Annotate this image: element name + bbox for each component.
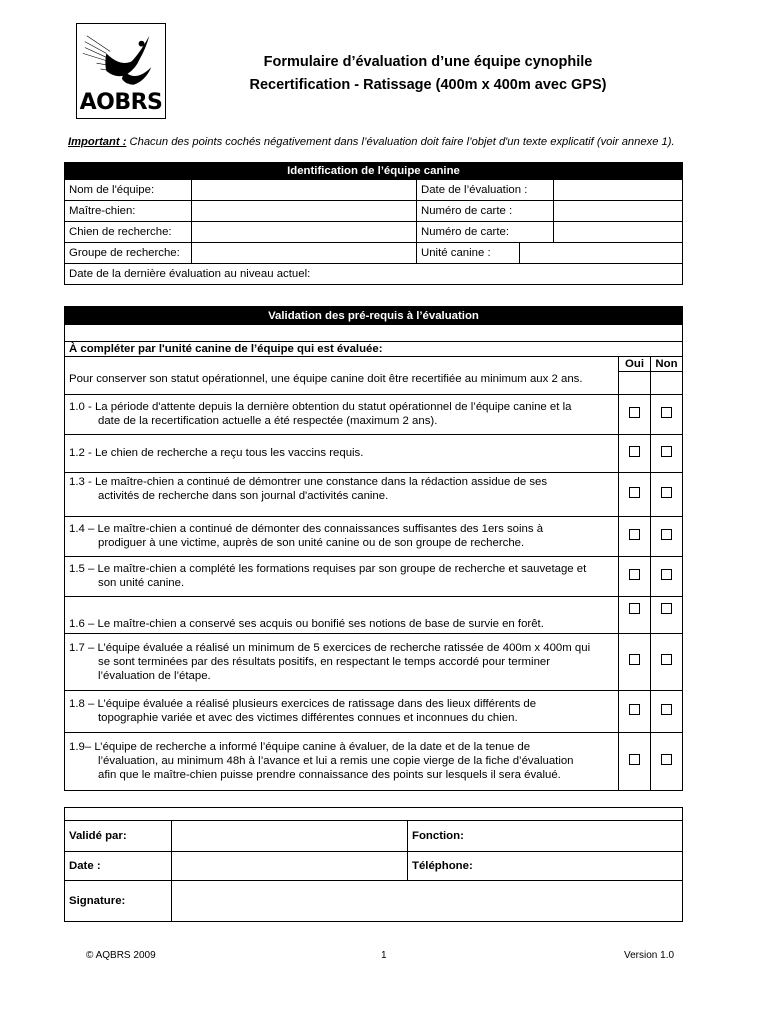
- criterion-1-4: [65, 516, 619, 556]
- identification-header: Identification de l’équipe canine: [65, 163, 683, 180]
- last-eval-label: Date de la dernière évaluation au niveau actuel:: [65, 264, 683, 285]
- checkbox-yes[interactable]: [629, 704, 640, 715]
- criterion-1-5: [65, 556, 619, 596]
- blank-row: [65, 325, 683, 342]
- criterion-1-8: [65, 690, 619, 732]
- checkbox-yes[interactable]: [629, 407, 640, 418]
- col-yes: Oui: [619, 357, 651, 372]
- checkbox-yes[interactable]: [629, 654, 640, 665]
- date-field[interactable]: [172, 852, 408, 881]
- phone-label[interactable]: Téléphone:: [408, 852, 683, 881]
- checkbox-no[interactable]: [661, 754, 672, 765]
- handler-field[interactable]: [192, 201, 417, 222]
- footer-page-number: 1: [381, 950, 387, 961]
- search-group-field[interactable]: [192, 243, 417, 264]
- criterion-1-0: [65, 394, 619, 434]
- search-dog-label: Chien de recherche:: [65, 222, 192, 243]
- criterion-line: l’évaluation, au minimum 48h à l’avance et lui a remis une copie vierge de la fiche d’évaluation: [98, 755, 574, 767]
- checkbox-no[interactable]: [661, 569, 672, 580]
- criterion-line: afin que le maître-chien puisse prendre connaissance des points sur lesquels il sera évalué.: [98, 769, 561, 781]
- canine-unit-label: Unité canine :: [417, 243, 520, 264]
- signoff-table: [64, 807, 683, 922]
- signature-label: Signature:: [65, 881, 172, 922]
- validated-by-field[interactable]: [172, 821, 408, 852]
- logo-text: AOBRS: [79, 90, 163, 115]
- intro-text: Pour conserver son statut opérationnel, une équipe canine doit être recertifiée au minimum aux 2 ans.: [65, 372, 619, 395]
- criterion-1-3: [65, 472, 619, 516]
- eval-date-label: Date de l’évaluation :: [417, 180, 554, 201]
- checkbox-no[interactable]: [661, 603, 672, 614]
- card-number-2-label: Numéro de carte:: [417, 222, 554, 243]
- function-label[interactable]: Fonction:: [408, 821, 683, 852]
- validation-subheader: À compléter par l'unité canine de l’équipe qui est évaluée:: [65, 342, 683, 357]
- checkbox-no[interactable]: [661, 654, 672, 665]
- checkbox-yes[interactable]: [629, 446, 640, 457]
- aobrs-logo: [76, 23, 166, 119]
- footer-version: Version 1.0: [624, 950, 675, 961]
- checkbox-no[interactable]: [661, 446, 672, 457]
- intro-yes-cell: [619, 372, 651, 395]
- criterion-line: l’évaluation de l’étape.: [98, 669, 211, 682]
- card-number-2-field[interactable]: [554, 222, 683, 243]
- criterion-line: 1.3 - Le maître-chien a continué de démontrer une constance dans la rédaction assidue de ses: [69, 475, 548, 488]
- signoff-spacer: [65, 808, 683, 821]
- handler-label: Maître-chien:: [65, 201, 192, 222]
- criterion-line: 1.0 - La période d'attente depuis la dernière obtention du statut opérationnel de l’équipe canine et la: [69, 401, 572, 413]
- checkbox-yes[interactable]: [629, 487, 640, 498]
- criterion-line: son unité canine.: [98, 577, 185, 589]
- checkbox-no[interactable]: [661, 704, 672, 715]
- validation-table: [64, 306, 683, 791]
- col-no: Non: [651, 357, 683, 372]
- criterion-1-9: [65, 732, 619, 790]
- footer-copyright: © AQBRS 2009: [86, 950, 156, 961]
- spacer-cell: [65, 357, 619, 372]
- validated-by-label: Validé par:: [65, 821, 172, 852]
- criterion-line: se sont terminées par des résultats positifs, en respectant le temps accordé pour terminer: [98, 655, 551, 668]
- criterion-line: 1.5 – Le maître-chien a complété les formations requises par son groupe de recherche et sauvetage et: [69, 563, 587, 575]
- checkbox-yes[interactable]: [629, 569, 640, 580]
- form-subtitle: Recertification - Ratissage (400m x 400m avec GPS): [249, 77, 607, 93]
- criterion-line: 1.8 – L’équipe évaluée a réalisé plusieurs exercices de ratissage dans des lieux différents de: [69, 698, 537, 710]
- checkbox-no[interactable]: [661, 487, 672, 498]
- checkbox-no[interactable]: [661, 529, 672, 540]
- team-name-label: Nom de l'équipe:: [65, 180, 192, 201]
- criterion-1-6: [65, 596, 619, 633]
- important-note: [68, 136, 675, 148]
- criterion-line: prodiguer à une victime, auprès de son unité canine ou de son groupe de recherche.: [98, 537, 525, 549]
- checkbox-yes[interactable]: [629, 754, 640, 765]
- criterion-1-7: [65, 633, 619, 690]
- criterion-line: 1.4 – Le maître-chien a continué de démonter des connaissances suffisantes des 1ers soins à: [69, 523, 544, 535]
- checkbox-no[interactable]: [661, 407, 672, 418]
- eval-date-field[interactable]: [554, 180, 683, 201]
- search-group-label: Groupe de recherche:: [65, 243, 192, 264]
- criterion-line: 1.9– L’équipe de recherche a informé l’équipe canine à évaluer, de la date et de la tenue de: [69, 741, 531, 753]
- card-number-1-label: Numéro de carte :: [417, 201, 554, 222]
- identification-table: [64, 162, 683, 285]
- search-dog-field[interactable]: [192, 222, 417, 243]
- canine-unit-field[interactable]: [520, 243, 683, 264]
- signature-field[interactable]: [172, 881, 683, 922]
- form-title: Formulaire d’évaluation d’une équipe cynophile: [263, 54, 593, 70]
- date-label: Date :: [65, 852, 172, 881]
- criterion-line: date de la recertification actuelle a été respectée (maximum 2 ans).: [98, 415, 438, 427]
- intro-no-cell: [651, 372, 683, 395]
- criterion-1-2: [65, 434, 619, 472]
- criterion-line: 1.2 - Le chien de recherche a reçu tous les vaccins requis.: [69, 447, 364, 459]
- team-name-field[interactable]: [192, 180, 417, 201]
- card-number-1-field[interactable]: [554, 201, 683, 222]
- validation-header: Validation des pré-requis à l’évaluation: [65, 307, 683, 325]
- important-text: Chacun des points cochés négativement dans l’évaluation doit faire l’objet d'un texte explicatif (voir annexe 1).: [126, 136, 675, 148]
- important-label: Important :: [68, 136, 127, 148]
- criterion-line: activités de recherche dans son journal d'activités canine.: [98, 489, 389, 502]
- criterion-line: topographie variée et avec des victimes différentes connues et inconnues du chien.: [98, 712, 518, 724]
- criterion-line: 1.6 – Le maître-chien a conservé ses acquis ou bonifié ses notions de base de survie en forêt.: [69, 617, 544, 630]
- checkbox-yes[interactable]: [629, 603, 640, 614]
- checkbox-yes[interactable]: [629, 529, 640, 540]
- criterion-line: 1.7 – L’équipe évaluée a réalisé un minimum de 5 exercices de recherche ratissée de 400m x 400m qui: [69, 641, 591, 654]
